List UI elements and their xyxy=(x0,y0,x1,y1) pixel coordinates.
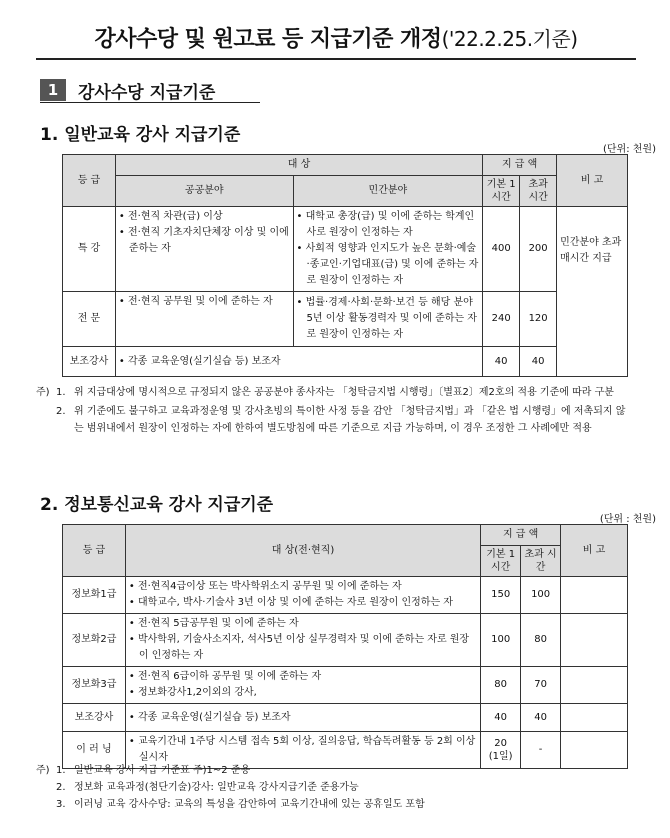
list-item: • 교육기간내 1주당 시스템 접속 5회 이상, 질의응답, 학습독려활동 등 2회 이상 실시자 xyxy=(129,734,477,766)
table2-unit: (단위 : 천원) xyxy=(599,514,656,525)
t2-note-1 xyxy=(561,577,628,614)
note-number: 1. xyxy=(56,765,66,776)
notes2-label: 주) xyxy=(36,765,50,776)
t2-note-assistant xyxy=(561,704,628,732)
note-row xyxy=(36,796,634,813)
note-text: 위 지급대상에 명시적으로 규정되지 않은 공공분야 종사자는 「청탁금지법 시행령」〔별표2〕제2호의 적용 기준에 따라 구분 xyxy=(74,387,614,398)
t2-extra-1: 100 xyxy=(521,577,561,614)
t1-header-note: 비 고 xyxy=(557,155,628,207)
t1-special-public xyxy=(119,209,290,257)
note-row xyxy=(36,762,634,779)
list-item: • 사회적 영향과 인지도가 높은 문화·예술·종교인·기업대표(급) 및 이에 준하는 자로 원장이 인정하는 자 xyxy=(297,241,480,289)
list-item: • 법률·경제·사회·문화·보건 등 해당 분야 5년 이상 활동경력자 및 이에 준하는 자로 원장이 인정하는 자 xyxy=(297,295,480,343)
t2-extra-3: 70 xyxy=(521,667,561,704)
t2-grade-2: 정보화2급 xyxy=(63,614,126,667)
t2-grade-elearning: 이 러 닝 xyxy=(63,732,126,769)
t1-header-public: 공공분야 xyxy=(115,176,293,207)
t2-basic-3: 80 xyxy=(481,667,521,704)
t2-basic-1: 150 xyxy=(481,577,521,614)
title-main: 강사수당 및 원고료 등 지급기준 개정 xyxy=(94,27,442,52)
t2-header-grade: 등 급 xyxy=(63,525,126,577)
t2-target-3 xyxy=(129,669,477,701)
page-title xyxy=(36,22,636,60)
list-item: • 대학교 총장(급) 및 이에 준하는 학계인사로 원장이 인정하는 자 xyxy=(297,209,480,241)
t1-special-basic: 400 xyxy=(483,207,520,292)
table1-heading: 1. 일반교육 강사 지급기준 xyxy=(40,125,241,145)
table2 xyxy=(62,524,628,769)
t2-header-pay: 지 급 액 xyxy=(481,525,561,546)
list-item: • 정보화강사1,2이외의 강사, xyxy=(129,685,477,701)
t2-extra-assistant: 40 xyxy=(521,704,561,732)
t1-assistant-target xyxy=(119,354,479,370)
note-row xyxy=(36,779,634,796)
t1-header-extra: 초과 시간 xyxy=(520,176,557,207)
table1-unit: (단위: 천원) xyxy=(603,144,656,155)
t1-grade-special: 특 강 xyxy=(63,207,116,292)
t2-header-note: 비 고 xyxy=(561,525,628,577)
t2-target-1 xyxy=(129,579,477,611)
note-text: 정보화 교육과정(첨단기술)강사: 일반교육 강사지급기준 준용가능 xyxy=(74,782,359,793)
note-number: 2. xyxy=(56,782,66,793)
t2-basic-elearning-sub: (1일) xyxy=(488,751,513,762)
t2-grade-3: 정보화3급 xyxy=(63,667,126,704)
t1-expert-basic: 240 xyxy=(483,292,520,347)
table1 xyxy=(62,154,628,377)
t2-header-extra: 초과 시간 xyxy=(521,546,561,577)
note-text: 위 기준에도 불구하고 교육과정운영 및 강사초빙의 특이한 사정 등을 감안 「청탁금지법」과 「같은 법 시행령」에 저촉되지 않는 범위내에서 원장이 인정하는 자에 한하여 별도방침에 따른 기준으로 지급 가능하며, 이 경우 조정한 그 사례에만 적용 xyxy=(74,406,626,434)
t1-assistant-extra: 40 xyxy=(520,347,557,377)
note-text: 이러닝 교육 강사수당: 교육의 특성을 감안하여 교육기간내에 있는 공휴일도 포함 xyxy=(74,799,425,810)
t1-note: 민간분야 초과 매시간 지급 xyxy=(557,207,628,377)
notes2 xyxy=(36,762,634,813)
note-row xyxy=(36,403,634,437)
t2-grade-1: 정보화1급 xyxy=(63,577,126,614)
list-item: • 각종 교육운영(실기실습 등) 보조자 xyxy=(129,710,477,726)
t2-basic-elearning-value: 20 xyxy=(494,738,507,749)
note-text: 일반교육 강사 지급 기준표 주)1~2 준용 xyxy=(74,765,251,776)
note-number: 3. xyxy=(56,799,66,810)
notes1 xyxy=(36,384,634,437)
t1-expert-public xyxy=(119,294,290,310)
t1-header-grade: 등 급 xyxy=(63,155,116,207)
t1-grade-expert: 전 문 xyxy=(63,292,116,347)
t2-grade-assistant: 보조강사 xyxy=(63,704,126,732)
t1-header-pay: 지 급 액 xyxy=(483,155,557,176)
t1-expert-extra: 120 xyxy=(520,292,557,347)
t2-extra-2: 80 xyxy=(521,614,561,667)
t1-special-private xyxy=(297,209,480,289)
t2-note-2 xyxy=(561,614,628,667)
t1-header-private: 민간분야 xyxy=(293,176,483,207)
list-item: • 전·현직 5급공무원 및 이에 준하는 자 xyxy=(129,616,477,632)
t1-header-basic: 기본 1시간 xyxy=(483,176,520,207)
t2-target-assistant xyxy=(129,710,477,726)
list-item: • 대학교수, 박사·기술사 3년 이상 및 이에 준하는 자로 원장이 인정하는 자 xyxy=(129,595,477,611)
t2-note-3 xyxy=(561,667,628,704)
note-number: 1. xyxy=(56,387,66,398)
t1-header-target: 대 상 xyxy=(115,155,482,176)
t1-expert-private xyxy=(297,295,480,343)
section-title: 강사수당 지급기준 xyxy=(78,82,216,103)
note-row xyxy=(36,384,634,401)
table2-heading: 2. 정보통신교육 강사 지급기준 xyxy=(40,495,274,515)
list-item: • 전·현직 공무원 및 이에 준하는 자 xyxy=(119,294,290,310)
section-header xyxy=(40,78,260,103)
t2-target-2 xyxy=(129,616,477,664)
section-number: 1 xyxy=(40,79,66,101)
t2-basic-2: 100 xyxy=(481,614,521,667)
t2-header-target: 대 상(전·현직) xyxy=(125,525,480,577)
list-item: • 각종 교육운영(실기실습 등) 보조자 xyxy=(119,354,479,370)
t1-special-extra: 200 xyxy=(520,207,557,292)
t2-header-basic: 기본 1시간 xyxy=(481,546,521,577)
title-date: ('22.2.25.기준) xyxy=(441,27,578,51)
list-item: • 전·현직 차관(급) 이상 xyxy=(119,209,290,225)
t2-extra-elearning: - xyxy=(521,732,561,769)
t1-assistant-basic: 40 xyxy=(483,347,520,377)
list-item: • 전·현직 기초자치단체장 이상 및 이에 준하는 자 xyxy=(119,225,290,257)
list-item: • 전·현직4급이상 또는 박사학위소지 공무원 및 이에 준하는 자 xyxy=(129,579,477,595)
t2-basic-assistant: 40 xyxy=(481,704,521,732)
list-item: • 전·현직 6급이하 공무원 및 이에 준하는 자 xyxy=(129,669,477,685)
t1-grade-assistant: 보조강사 xyxy=(63,347,116,377)
note-number: 2. xyxy=(56,406,66,417)
list-item: • 박사학위, 기술사소지자, 석사5년 이상 실무경력자 및 이에 준하는 자로 원장이 인정하는 자 xyxy=(129,632,477,664)
notes1-label: 주) xyxy=(36,387,50,398)
